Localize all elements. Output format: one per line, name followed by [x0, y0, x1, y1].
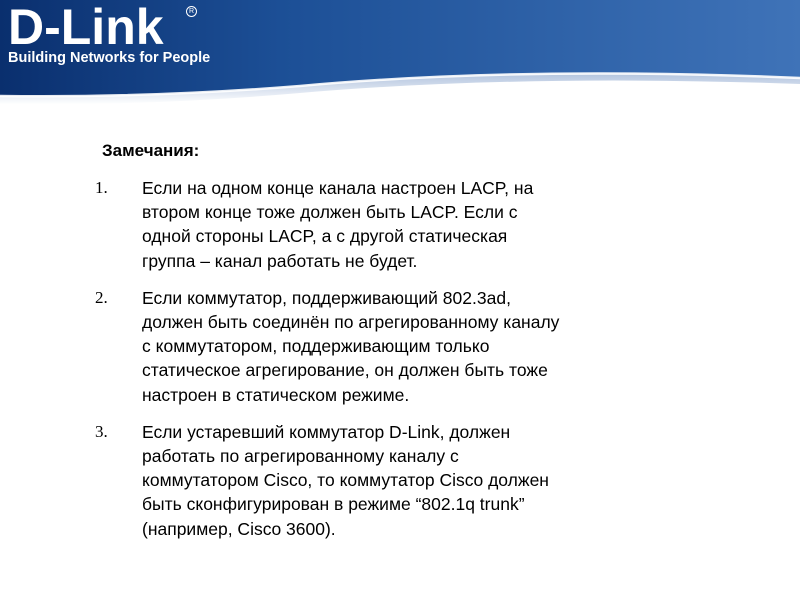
- notes-title: Замечания:: [102, 141, 200, 160]
- note-item-3: [0, 420, 800, 541]
- dlink-logo: D-Link: [8, 0, 164, 55]
- note-text: Если устаревший коммутатор D-Link, должен работать по агрегированному каналу с коммутатором Cisco, то коммутатор Cisco должен быть сконфигурирован в режиме “802.1q trunk” (например, Cisco 3600).: [142, 421, 549, 539]
- note-item-2: [0, 286, 800, 407]
- note-text: Если коммутатор, поддерживающий 802.3ad, должен быть соединён по агрегированному каналу с коммутатором, поддерживающим только статическое агрегирование, он должен быть тоже настроен в статическом режиме.: [142, 287, 560, 405]
- note-text: Если на одном конце канала настроен LACP, на втором конце тоже должен быть LACP. Если с одной стороны LACP, а с другой статическая группа – канал работать не будет.: [142, 178, 534, 271]
- note-number: 1.: [95, 178, 108, 197]
- registered-mark-icon: R: [186, 6, 197, 17]
- note-number: 3.: [95, 421, 108, 441]
- logo-tagline: Building Networks for People: [8, 50, 211, 66]
- note-number: 2.: [95, 287, 108, 307]
- note-item-1: [0, 176, 800, 273]
- notes-list: [0, 176, 800, 554]
